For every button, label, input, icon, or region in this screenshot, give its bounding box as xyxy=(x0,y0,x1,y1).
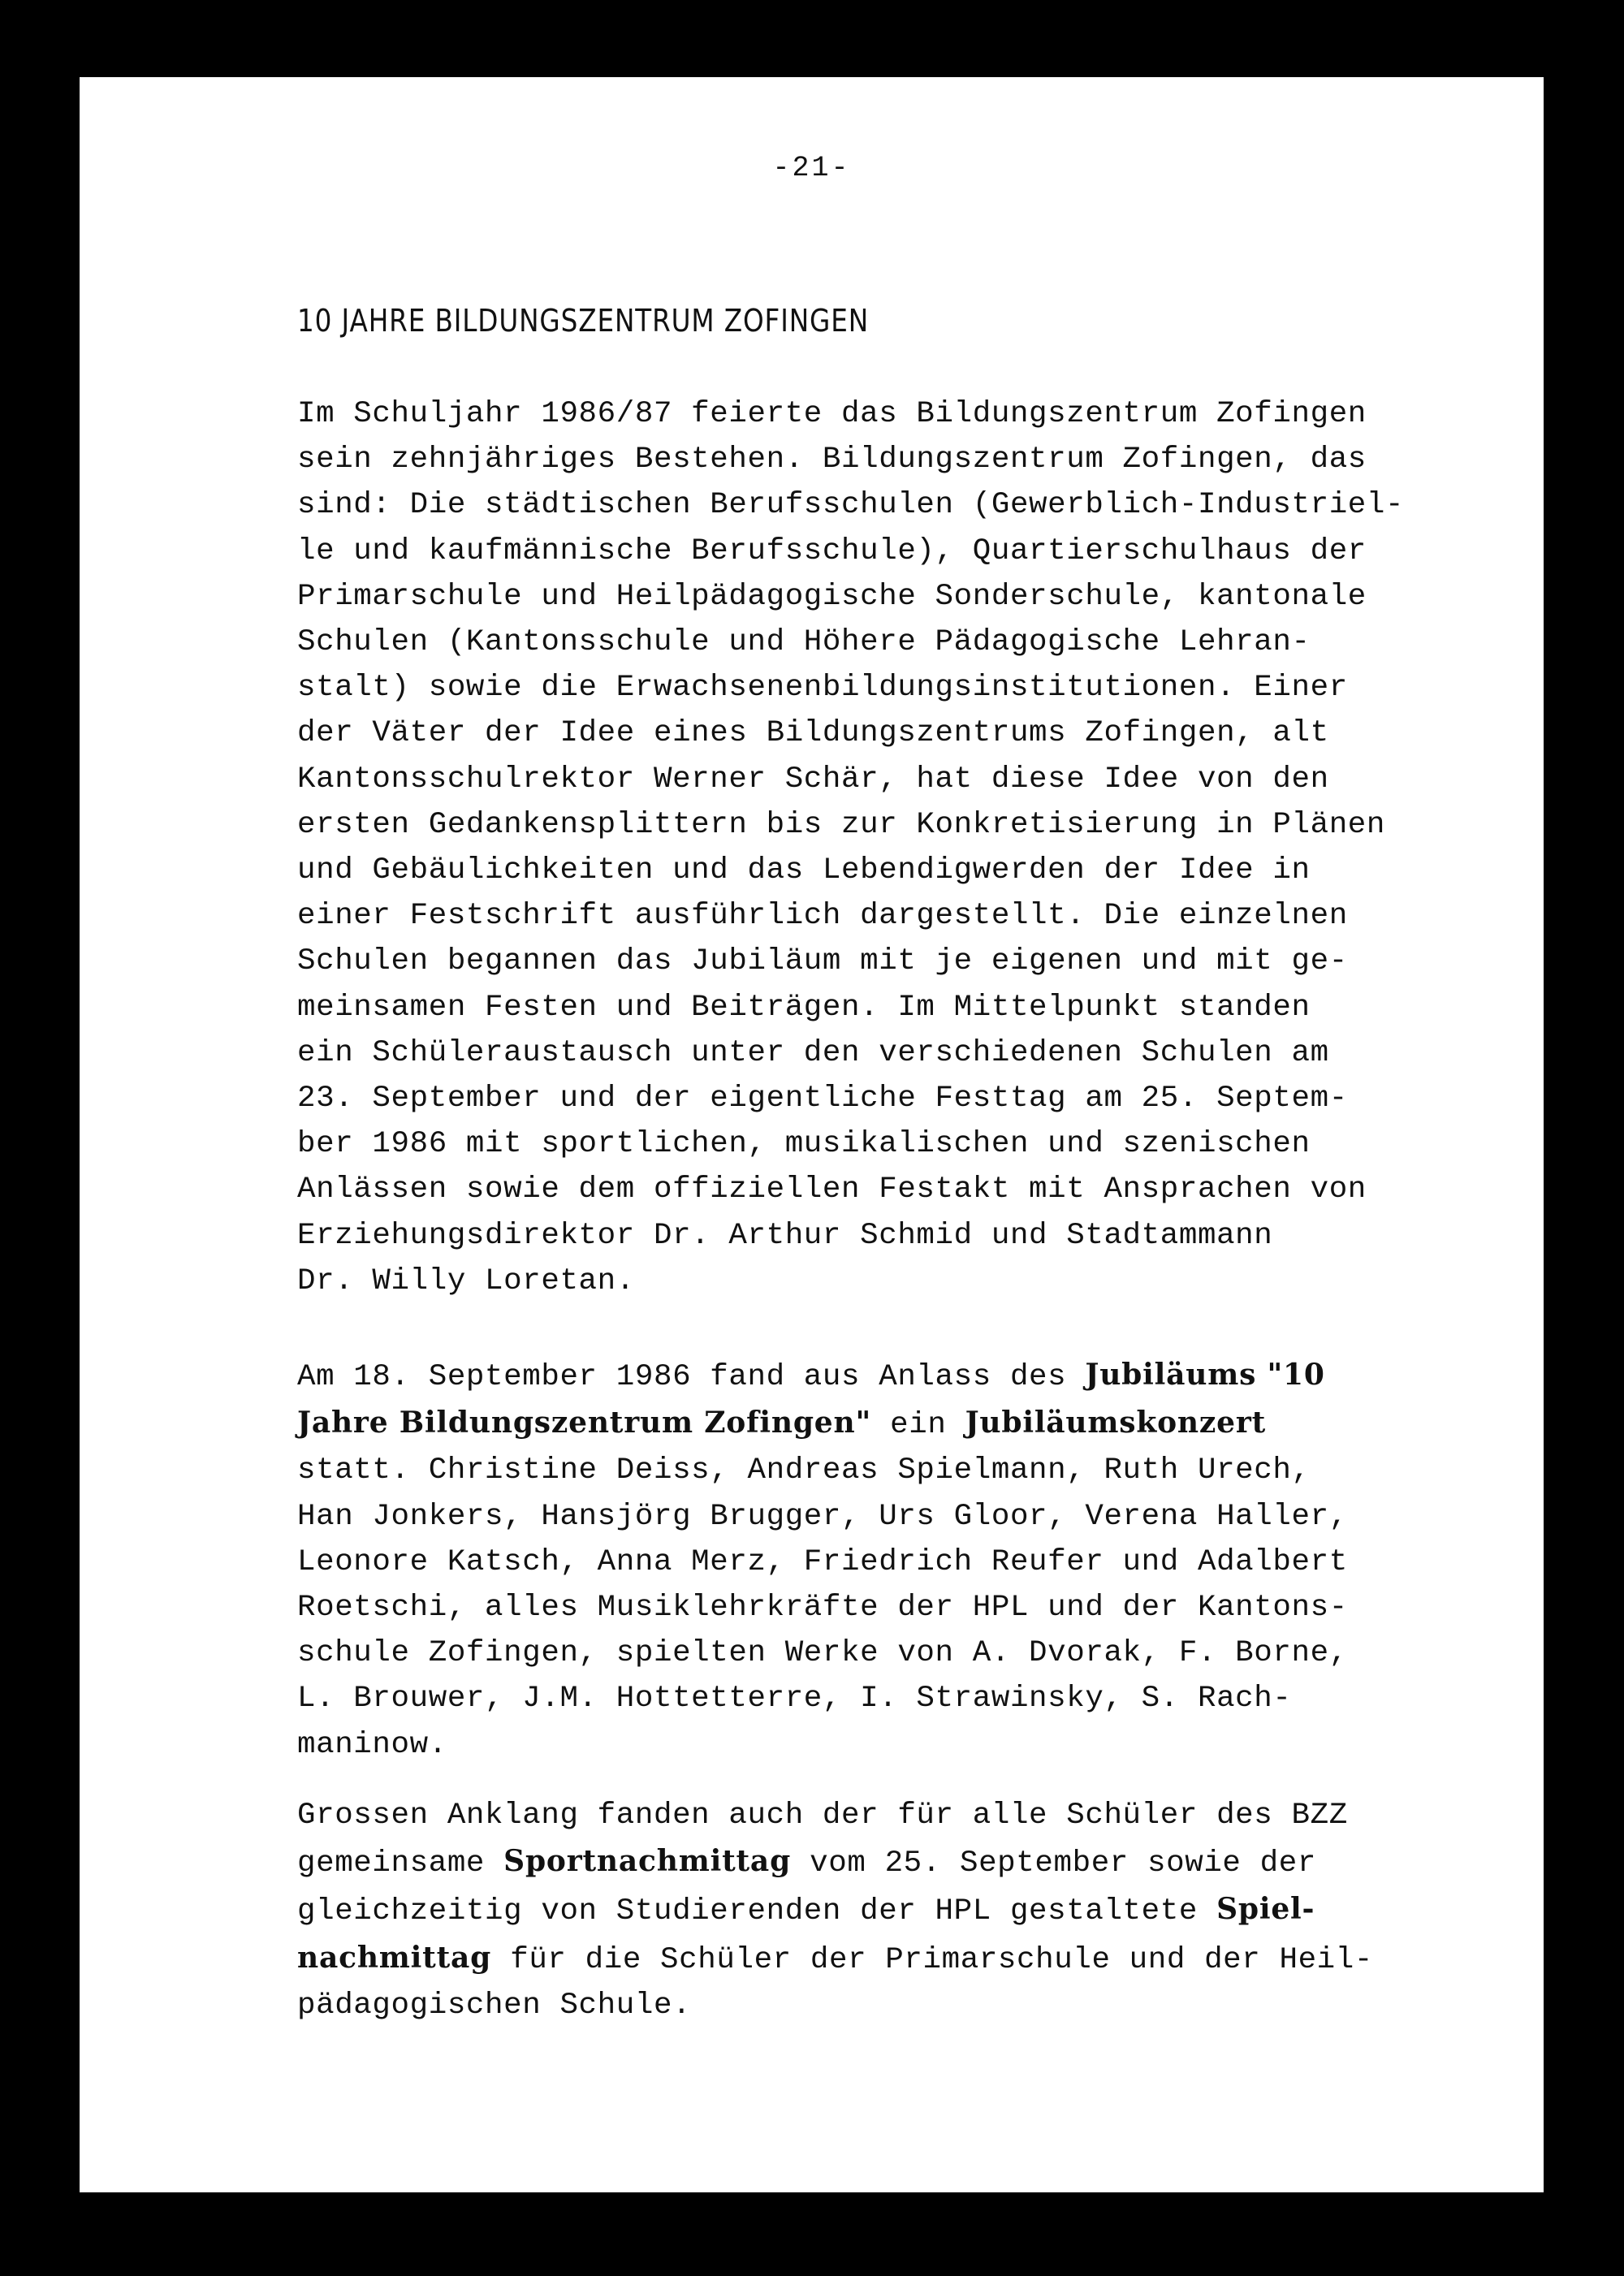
text-line: stalt) sowie die Erwachsenenbildungsinstitutionen. Einer xyxy=(297,671,1348,706)
page-title: 10 JAHRE BILDUNGSZENTRUM ZOFINGEN xyxy=(297,303,870,339)
text-line: der Väter der Idee eines Bildungszentrums Zofingen, alt xyxy=(297,716,1329,751)
text-line xyxy=(297,1400,1515,1448)
page-number: -21- xyxy=(772,152,851,184)
bold-text: Jubiläumskonzert xyxy=(965,1406,1267,1440)
text-line: Han Jonkers, Hansjörg Brugger, Urs Gloor, Verena Haller, xyxy=(297,1499,1348,1534)
text-line: Roetschi, alles Musiklehrkräfte der HPL und der Kantons- xyxy=(297,1591,1348,1626)
text-line: statt. Christine Deiss, Andreas Spielmann, Ruth Urech, xyxy=(297,1453,1311,1488)
text-line: Dr. Willy Loretan. xyxy=(297,1263,635,1298)
text-line: schule Zofingen, spielten Werke von A. Dvorak, F. Borne, xyxy=(297,1636,1348,1671)
bold-text: Jahre Bildungszentrum Zofingen" xyxy=(297,1406,872,1440)
text-line: le und kaufmännische Berufsschule), Quartierschulhaus der xyxy=(297,533,1367,568)
text-line: Kantonsschulrektor Werner Schär, hat diese Idee von den xyxy=(297,762,1329,797)
bold-text: nachmittag xyxy=(297,1940,492,1975)
text-line: Schulen (Kantonsschule und Höhere Pädagogische Lehran- xyxy=(297,625,1311,660)
text-line xyxy=(297,1935,1515,1983)
text-line: Grossen Anklang fanden auch der für alle Schüler des BZZ xyxy=(297,1799,1348,1833)
bold-text: Jubiläums "10 xyxy=(1085,1358,1325,1392)
text-segment: Am 18. September 1986 fand aus Anlass des xyxy=(297,1360,1086,1394)
text-segment: für die Schüler der Primarschule und der Heil- xyxy=(491,1942,1373,1977)
bold-text: Spiel- xyxy=(1216,1892,1315,1927)
text-line: Erziehungsdirektor Dr. Arthur Schmid und Stadtammann xyxy=(297,1218,1273,1253)
text-line: Im Schuljahr 1986/87 feierte das Bildungszentrum Zofingen xyxy=(297,397,1367,431)
text-line: und Gebäulichkeiten und das Lebendigwerden der Idee in xyxy=(297,853,1311,888)
text-line: ber 1986 mit sportlichen, musikalischen und szenischen xyxy=(297,1127,1311,1162)
text-line: sind: Die städtischen Berufsschulen (Gewerblich-Industriel- xyxy=(297,488,1405,523)
text-line xyxy=(297,1838,1515,1886)
text-line xyxy=(297,1886,1515,1934)
paragraph-1 xyxy=(297,391,1515,1304)
text-line: ersten Gedankensplittern bis zur Konkretisierung in Plänen xyxy=(297,807,1386,842)
text-segment: ein xyxy=(871,1408,965,1443)
document-page xyxy=(80,77,1544,2192)
text-line: Leonore Katsch, Anna Merz, Friedrich Reufer und Adalbert xyxy=(297,1544,1348,1579)
text-line: 23. September und der eigentliche Festtag am 25. Septem- xyxy=(297,1082,1348,1116)
text-line: sein zehnjähriges Bestehen. Bildungszentrum Zofingen, das xyxy=(297,443,1367,477)
text-line xyxy=(297,1352,1515,1400)
text-line: Schulen begannen das Jubiläum mit je eigenen und mit ge- xyxy=(297,944,1348,979)
text-line: maninow. xyxy=(297,1727,447,1762)
text-line: einer Festschrift ausführlich dargestellt. Die einzelnen xyxy=(297,899,1348,934)
text-line: meinsamen Festen und Beiträgen. Im Mittelpunkt standen xyxy=(297,990,1311,1025)
text-segment: gemeinsame xyxy=(297,1846,504,1881)
text-line: pädagogischen Schule. xyxy=(297,1988,692,2023)
paragraph-3 xyxy=(297,1793,1515,2028)
text-segment: gleichzeitig von Studierenden der HPL gestaltete xyxy=(297,1894,1217,1929)
text-line: L. Brouwer, J.M. Hottetterre, I. Strawinsky, S. Rach- xyxy=(297,1682,1292,1717)
text-line: Primarschule und Heilpädagogische Sonderschule, kantonale xyxy=(297,579,1367,614)
text-line: Anlässen sowie dem offiziellen Festakt mit Ansprachen von xyxy=(297,1173,1367,1207)
paragraph-2 xyxy=(297,1352,1515,1768)
text-segment: vom 25. September sowie der xyxy=(791,1846,1316,1881)
bold-text: Sportnachmittag xyxy=(503,1844,792,1879)
text-line: ein Schüleraustausch unter den verschiedenen Schulen am xyxy=(297,1035,1329,1070)
